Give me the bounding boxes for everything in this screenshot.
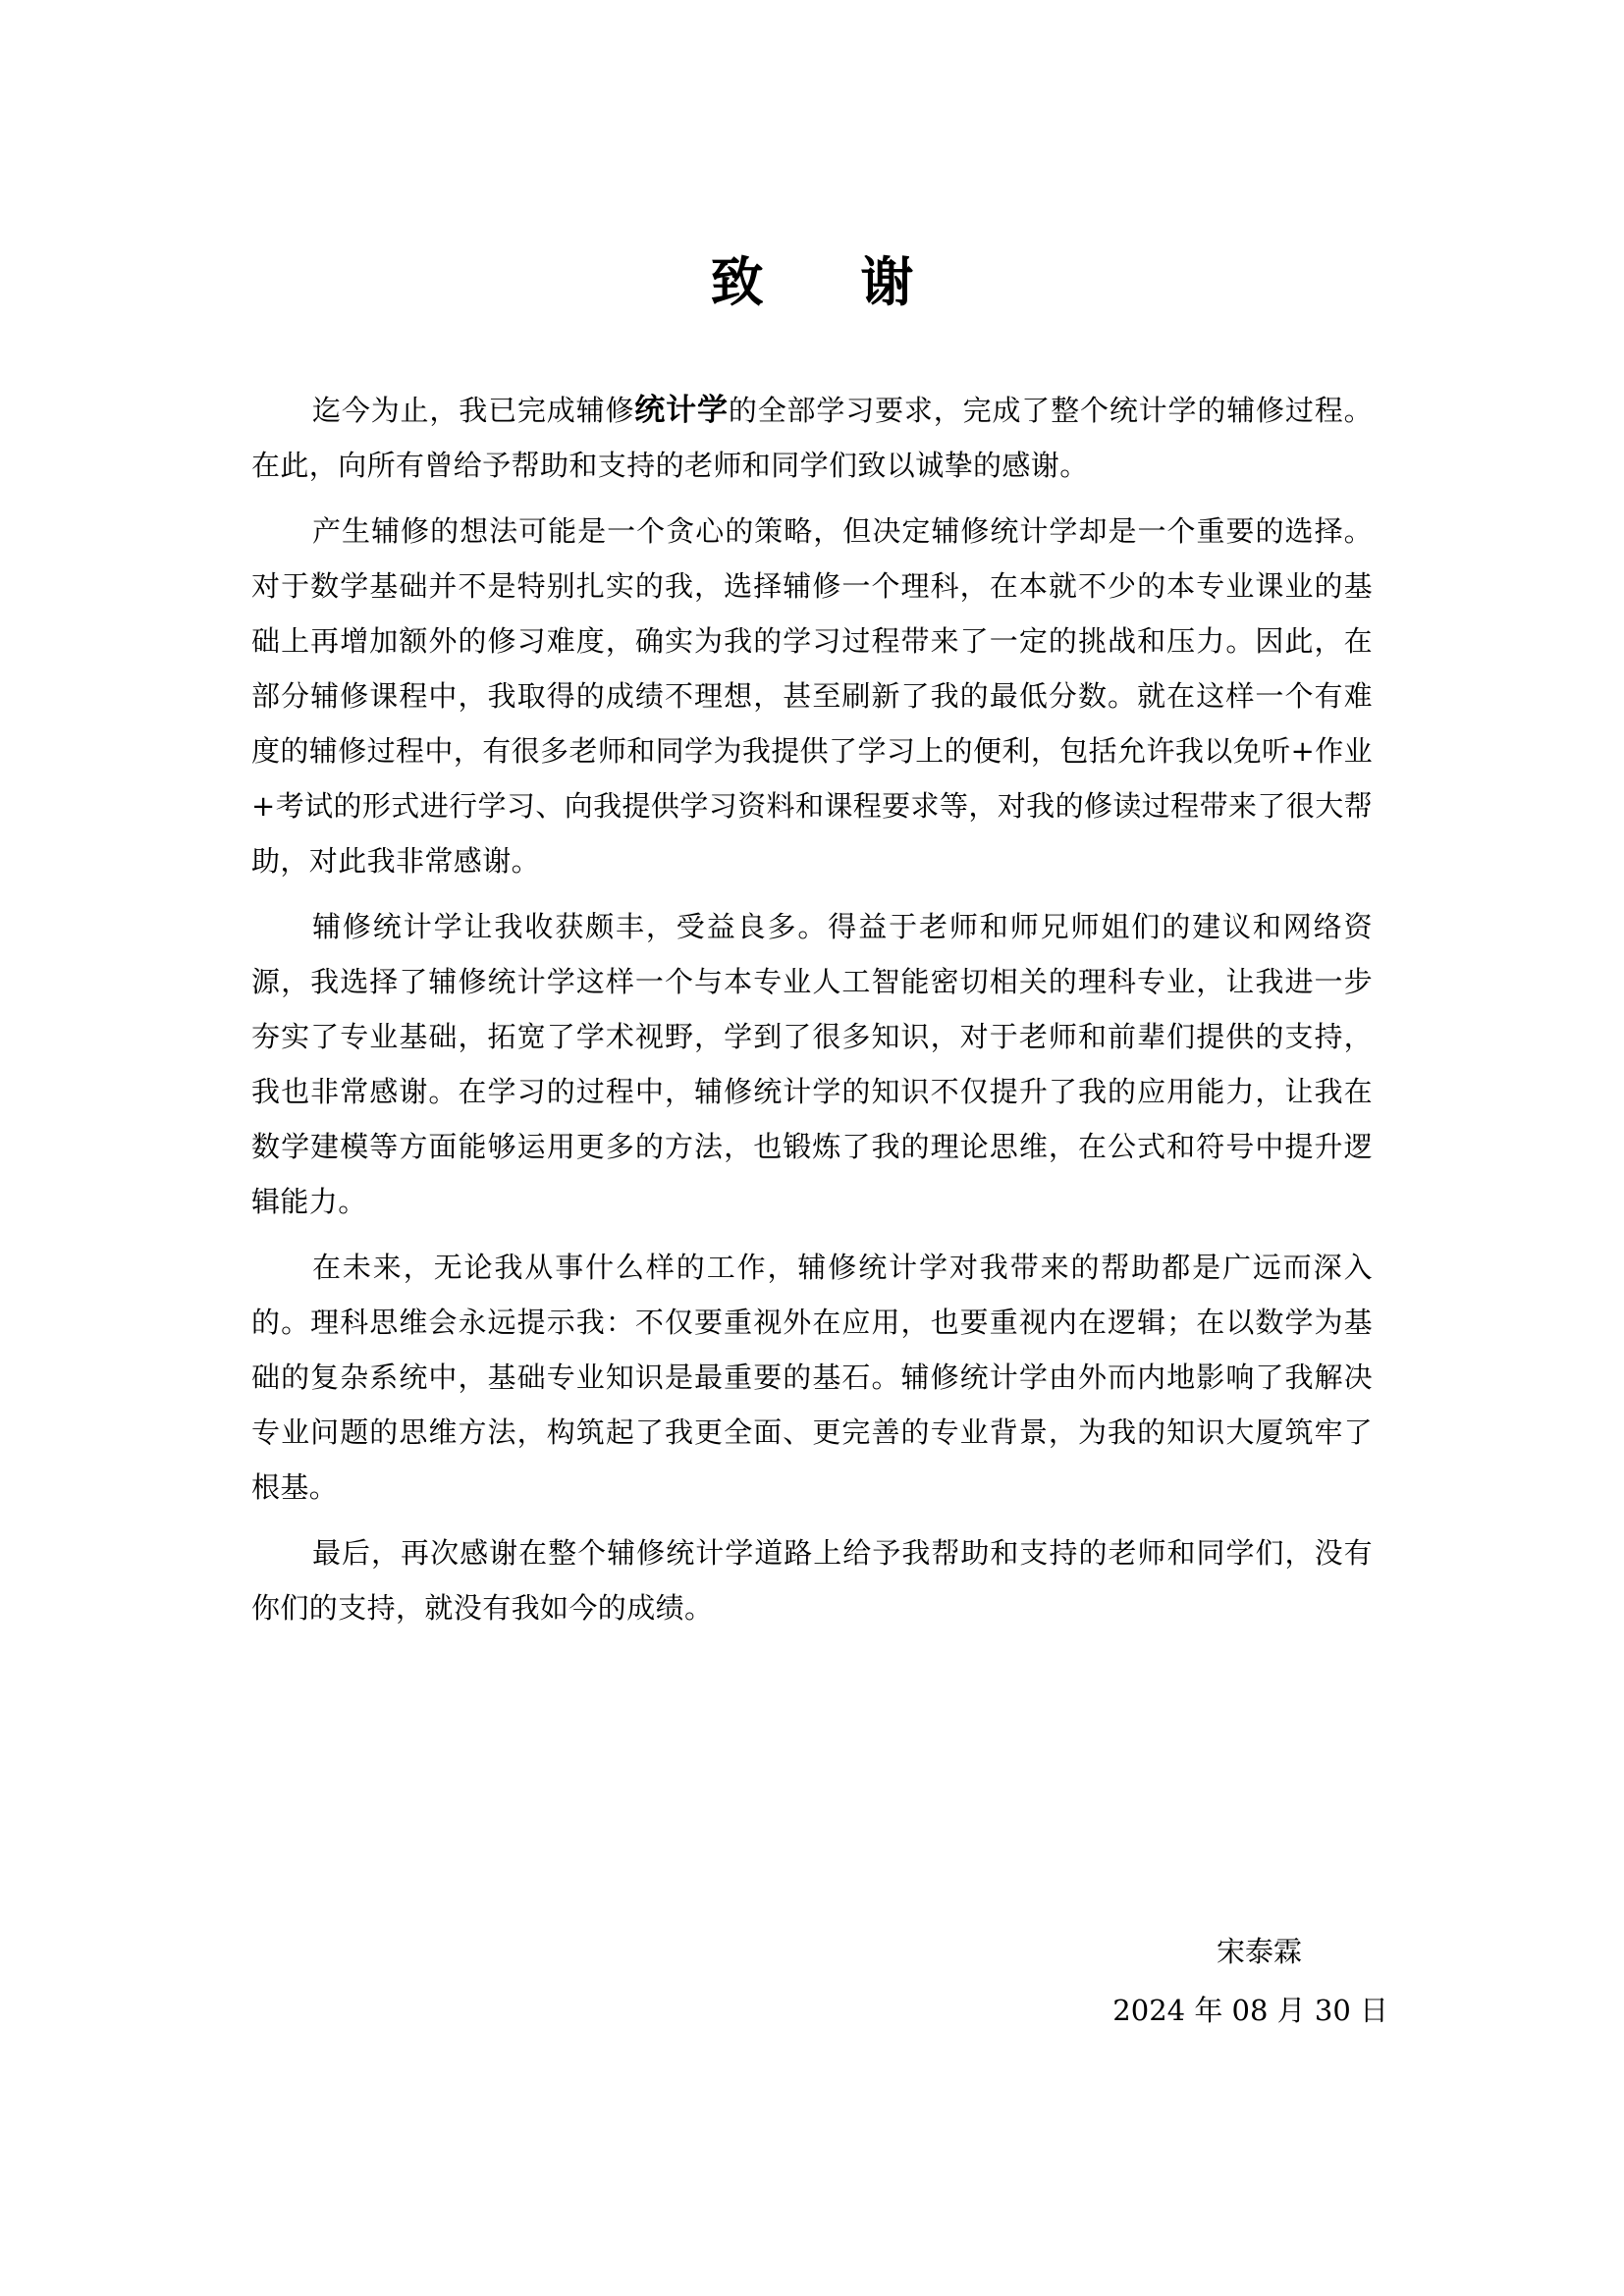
paragraph-3: 辅修统计学让我收获颇丰，受益良多。得益于老师和师兄师姐们的建议和网络资源，我选择了辅修统计学这样一个与本专业人工智能密切相关的理科专业，让我进一步夯实了专业基础，拓宽了学术视野，学到了很多知识，对于老师和前辈们提供的支持，我也非常感谢。在学习的过程中，辅修统计学的知识不仅提升了我的应用能力，让我在数学建模等方面能够运用更多的方法，也锻炼了我的理论思维，在公式和符号中提升逻辑能力。	[251, 910, 1373, 1218]
signature-date: 2024 年 08 月 30 日	[1112, 1994, 1388, 2027]
paragraph-2: 产生辅修的想法可能是一个贪心的策略，但决定辅修统计学却是一个重要的选择。对于数学基础并不是特别扎实的我，选择辅修一个理科，在本就不少的本专业课业的基础上再增加额外的修习难度，确实为我的学习过程带来了一定的挑战和压力。因此，在部分辅修课程中，我取得的成绩不理想，甚至刷新了我的最低分数。就在这样一个有难度的辅修过程中，有很多老师和同学为我提供了学习上的便利，包括允许我以免听+作业+考试的形式进行学习、向我提供学习资料和课程要求等，对我的修读过程带来了很大帮助，对此我非常感谢。	[251, 514, 1373, 878]
paragraph-1	[251, 383, 1373, 493]
paragraph-1-after: 的全部学习要求，完成了整个统计学的辅修过程。在此，向所有曾给予帮助和支持的老师和同学们致以诚挚的感谢。	[251, 394, 1373, 482]
acknowledgement-body	[251, 383, 1373, 1646]
paragraph-1-bold-word: 统计学	[634, 393, 729, 428]
paragraph-1-before: 迄今为止，我已完成辅修	[312, 394, 635, 427]
page-title: 致 谢	[710, 251, 953, 313]
paragraph-4: 在未来，无论我从事什么样的工作，辅修统计学对我带来的帮助都是广远而深入的。理科思维会永远提示我：不仅要重视外在应用，也要重视内在逻辑；在以数学为基础的复杂系统中，基础专业知识是最重要的基石。辅修统计学由外而内地影响了我解决专业问题的思维方法，构筑起了我更全面、更完善的专业背景，为我的知识大厦筑牢了根基。	[251, 1251, 1373, 1504]
paragraph-5: 最后，再次感谢在整个辅修统计学道路上给予我帮助和支持的老师和同学们，没有你们的支持，就没有我如今的成绩。	[251, 1536, 1373, 1625]
author-signature: 宋泰霖	[1216, 1935, 1302, 1968]
